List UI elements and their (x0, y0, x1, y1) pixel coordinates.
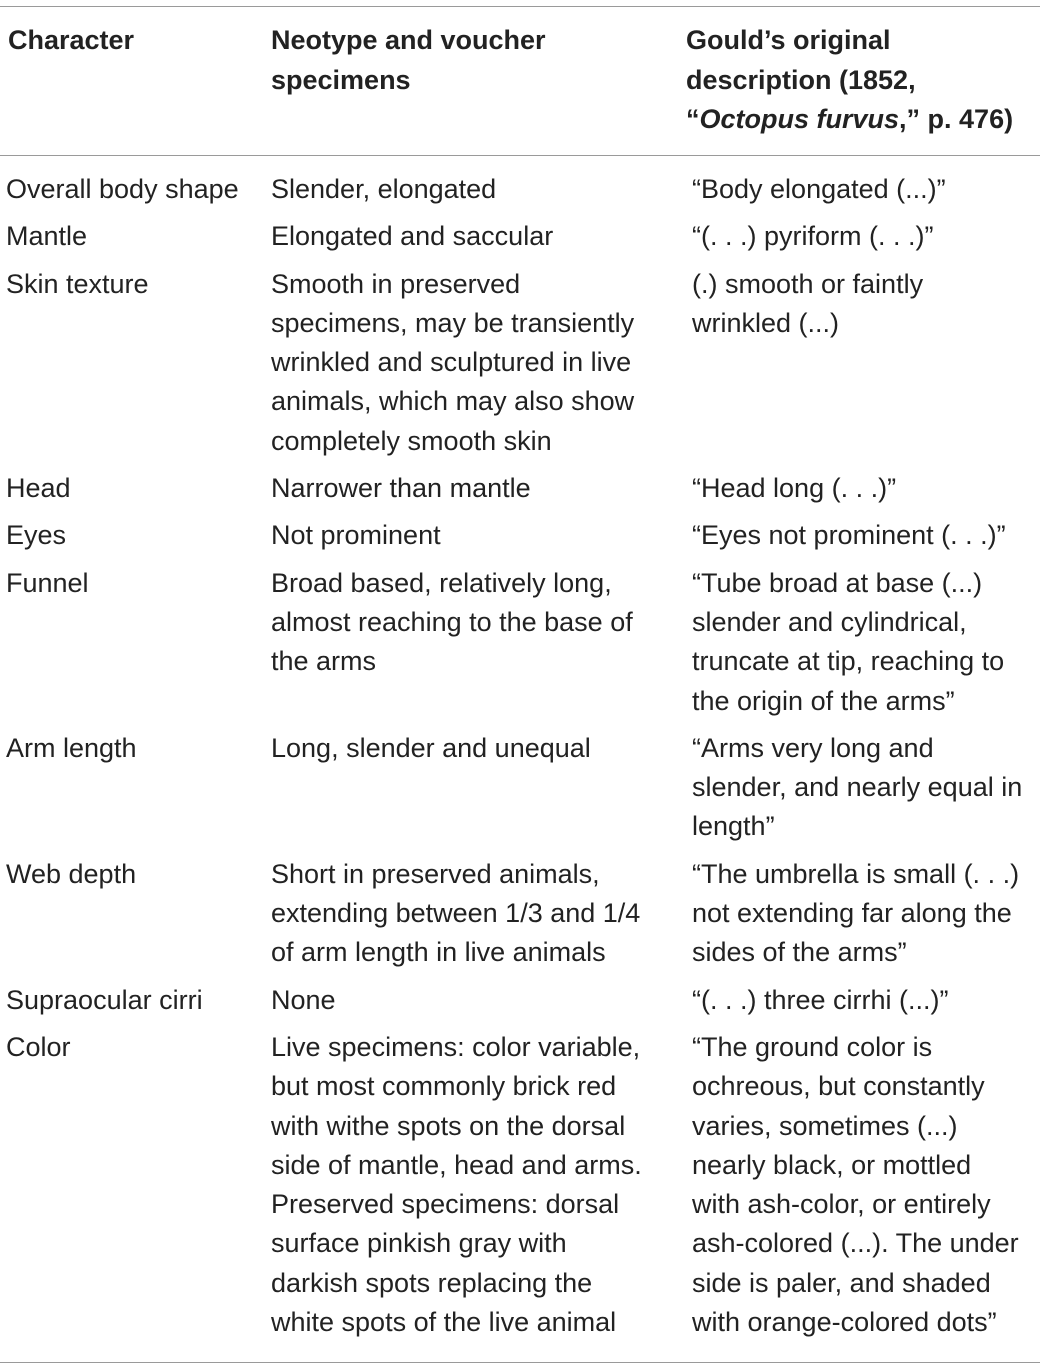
cell-neotype-line: almost reaching to the base of (271, 606, 633, 637)
cell-gould-line: wrinkled (...) (692, 307, 840, 338)
cell-gould (684, 217, 1038, 256)
cell-neotype-line: Not prominent (271, 520, 441, 551)
table-body (0, 170, 1040, 1350)
cell-neotype-line: but most commonly brick red (271, 1071, 617, 1102)
cell-neotype-line: Short in preserved animals, (271, 858, 600, 889)
cell-character-line: Arm length (6, 732, 137, 763)
table-row (0, 170, 1040, 209)
header-gould-comma: ,” (899, 104, 921, 134)
cell-gould-line: ochreous, but constantly (692, 1071, 985, 1102)
cell-neotype-line: of arm length in live animals (271, 937, 606, 968)
cell-gould-line: “The ground color is (692, 1031, 933, 1062)
cell-neotype-line: wrinkled and sculptured in live (271, 347, 632, 378)
cell-gould (684, 564, 1038, 721)
cell-character (0, 981, 269, 1020)
cell-neotype (269, 469, 684, 508)
cell-character-line: Supraocular cirri (6, 984, 203, 1015)
cell-neotype-line: completely smooth skin (271, 425, 552, 456)
cell-neotype-line: with withe spots on the dorsal (271, 1110, 626, 1141)
cell-neotype-line: Elongated and saccular (271, 221, 554, 252)
table-row (0, 469, 1040, 508)
cell-gould (684, 1028, 1038, 1342)
table-row (0, 729, 1040, 847)
cell-neotype (269, 170, 684, 209)
cell-neotype-line: Narrower than mantle (271, 473, 531, 504)
table-row (0, 855, 1040, 973)
cell-character (0, 729, 269, 847)
cell-character-line: Mantle (6, 221, 88, 252)
cell-neotype-line: Live specimens: color variable, (271, 1031, 641, 1062)
cell-gould-line: truncate at tip, reaching to (692, 646, 1005, 677)
cell-neotype-line: None (271, 984, 336, 1015)
cell-gould-line: with orange-colored dots” (692, 1307, 997, 1338)
cell-character-line: Eyes (6, 520, 67, 551)
cell-gould-line: (.) smooth or faintly (692, 268, 924, 299)
cell-character (0, 855, 269, 973)
cell-character-line: Web depth (6, 858, 137, 889)
header-character-label: Character (8, 25, 135, 55)
header-gould-line: description (1852, (686, 64, 916, 95)
cell-character (0, 564, 269, 721)
cell-neotype (269, 1028, 684, 1342)
cell-character (0, 217, 269, 256)
cell-neotype (269, 217, 684, 256)
cell-gould-line: length” (692, 811, 775, 842)
header-gould (686, 21, 1038, 140)
cell-character (0, 469, 269, 508)
cell-character (0, 170, 269, 209)
cell-neotype-line: side of mantle, head and arms. (271, 1149, 642, 1180)
cell-gould-line: “Head long (. . .)” (692, 473, 897, 504)
cell-gould (684, 516, 1038, 555)
cell-gould-line: “(. . .) three cirrhi (...)” (692, 984, 949, 1015)
header-gould-page: p. 476) (920, 104, 1014, 134)
cell-neotype (269, 981, 684, 1020)
cell-gould (684, 981, 1038, 1020)
header-neotype (271, 21, 671, 100)
cell-gould-line: with ash-color, or entirely (692, 1189, 991, 1220)
cell-gould-line: not extending far along the (692, 898, 1012, 929)
cell-gould (684, 265, 1038, 461)
header-neotype-line: specimens (271, 64, 411, 95)
cell-gould-line: side is paler, and shaded (692, 1267, 991, 1298)
cell-character (0, 1028, 269, 1342)
cell-character-line: Head (6, 473, 71, 504)
header-gould-quote: “ (686, 104, 700, 134)
cell-neotype-line: specimens, may be transiently (271, 307, 635, 338)
cell-neotype-line: Preserved specimens: dorsal (271, 1189, 620, 1220)
cell-gould-line: the origin of the arms” (692, 685, 955, 716)
cell-gould-line: “(. . .) pyriform (. . .)” (692, 221, 934, 252)
cell-neotype (269, 265, 684, 461)
cell-neotype (269, 729, 684, 847)
cell-gould (684, 855, 1038, 973)
cell-gould-line: varies, sometimes (...) (692, 1110, 958, 1141)
table-row (0, 516, 1040, 555)
table-row (0, 564, 1040, 721)
table-bottom-rule (0, 1362, 1040, 1363)
cell-character-line: Skin texture (6, 268, 149, 299)
cell-neotype-line: Broad based, relatively long, (271, 567, 612, 598)
cell-gould (684, 729, 1038, 847)
table-row (0, 1028, 1040, 1342)
cell-gould-line: nearly black, or mottled (692, 1149, 972, 1180)
cell-gould-line: “Body elongated (...)” (692, 174, 946, 204)
table-header-rule (0, 155, 1040, 156)
table-top-rule (0, 6, 1040, 7)
cell-character-line: Overall body shape (6, 174, 239, 204)
cell-neotype-line: extending between 1/3 and 1/4 (271, 898, 641, 929)
cell-gould-line: slender and cylindrical, (692, 606, 967, 637)
table-row (0, 981, 1040, 1020)
cell-neotype-line: darkish spots replacing the (271, 1267, 593, 1298)
cell-neotype (269, 564, 684, 721)
cell-neotype-line: animals, which may also show (271, 386, 635, 417)
cell-neotype-line: white spots of the live animal (271, 1307, 617, 1338)
table-row (0, 265, 1040, 461)
cell-gould-line: “Arms very long and (692, 732, 934, 763)
cell-gould-line: slender, and nearly equal in (692, 772, 1023, 803)
cell-gould-line: “Tube broad at base (...) (692, 567, 983, 598)
cell-gould-line: sides of the arms” (692, 937, 907, 968)
cell-neotype-line: Long, slender and unequal (271, 732, 591, 763)
header-gould-line: Gould’s original (686, 25, 891, 55)
cell-gould-line: ash-colored (...). The under (692, 1228, 1019, 1259)
cell-gould-line: “Eyes not prominent (. . .)” (692, 520, 1006, 551)
cell-neotype-line: Smooth in preserved (271, 268, 521, 299)
cell-character (0, 516, 269, 555)
cell-neotype-line: surface pinkish gray with (271, 1228, 567, 1259)
header-neotype-line: Neotype and voucher (271, 25, 546, 55)
header-gould-line (686, 100, 1038, 140)
cell-gould (684, 469, 1038, 508)
header-gould-species: Octopus furvus (699, 104, 900, 134)
cell-character-line: Color (6, 1031, 71, 1062)
cell-character-line: Funnel (6, 567, 89, 598)
cell-neotype (269, 516, 684, 555)
cell-gould (684, 170, 1038, 209)
table-row (0, 217, 1040, 256)
header-character (8, 21, 258, 61)
cell-character (0, 265, 269, 461)
cell-neotype-line: the arms (271, 646, 377, 677)
cell-neotype-line: Slender, elongated (271, 174, 497, 204)
cell-gould-line: “The umbrella is small (. . .) (692, 858, 1020, 889)
cell-neotype (269, 855, 684, 973)
